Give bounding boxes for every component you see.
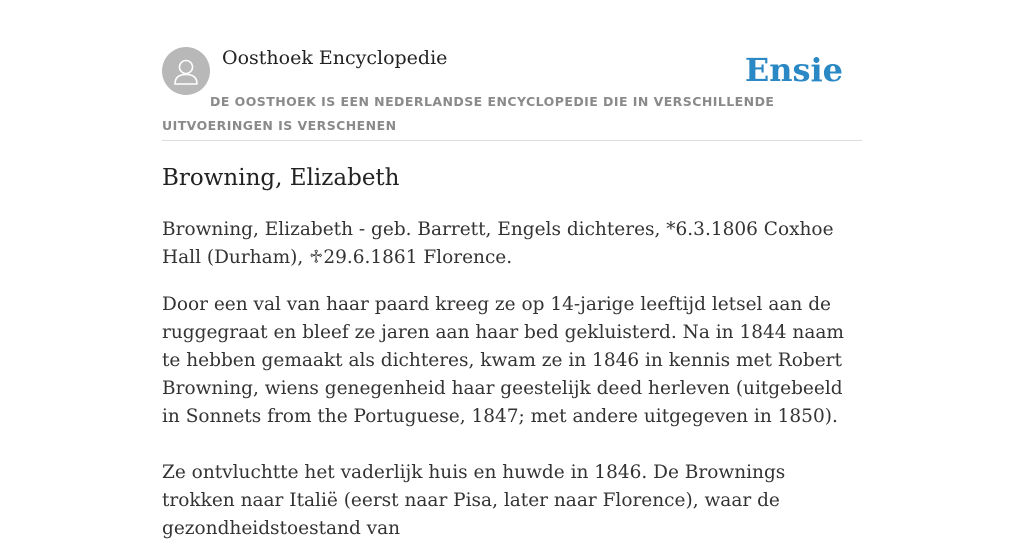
ensie-logo[interactable]: Ensie <box>744 51 843 89</box>
user-avatar-icon <box>162 47 210 95</box>
site-title[interactable]: Oosthoek Encyclopedie <box>222 47 448 69</box>
article <box>162 162 862 543</box>
article-paragraph: Browning, Elizabeth - geb. Barrett, Engels dichteres, *6.3.1806 Coxhoe Hall (Durham), ♱29.6.1861 Florence. <box>162 219 834 268</box>
article-paragraph: Ze ontvluchtte het vaderlijk huis en huwde in 1846. De Brownings trokken naar Italië (eerst naar Pisa, later naar Florence), waar de gezondheidstoestand van <box>162 462 786 539</box>
header <box>162 44 862 141</box>
site-tagline: DE OOSTHOEK IS EEN NEDERLANDSE ENCYCLOPEDIE DIE IN VERSCHILLENDE UITVOERINGEN IS VERSCHENEN <box>162 94 775 133</box>
avatar[interactable] <box>162 47 210 95</box>
article-title: Browning, Elizabeth <box>162 165 400 191</box>
article-paragraph: Door een val van haar paard kreeg ze op 14-jarige leeftijd letsel aan de ruggegraat en bleef ze jaren aan haar bed gekluisterd. Na in 1844 naam te hebben gemaakt als dichteres, kwam ze in 1846 in kennis met Robert Browning, wiens genegenheid haar geestelijk deed herleven (uitgebeeld in Sonnets from the Portuguese, 1847; met andere uitgegeven in 1850). <box>162 294 844 427</box>
